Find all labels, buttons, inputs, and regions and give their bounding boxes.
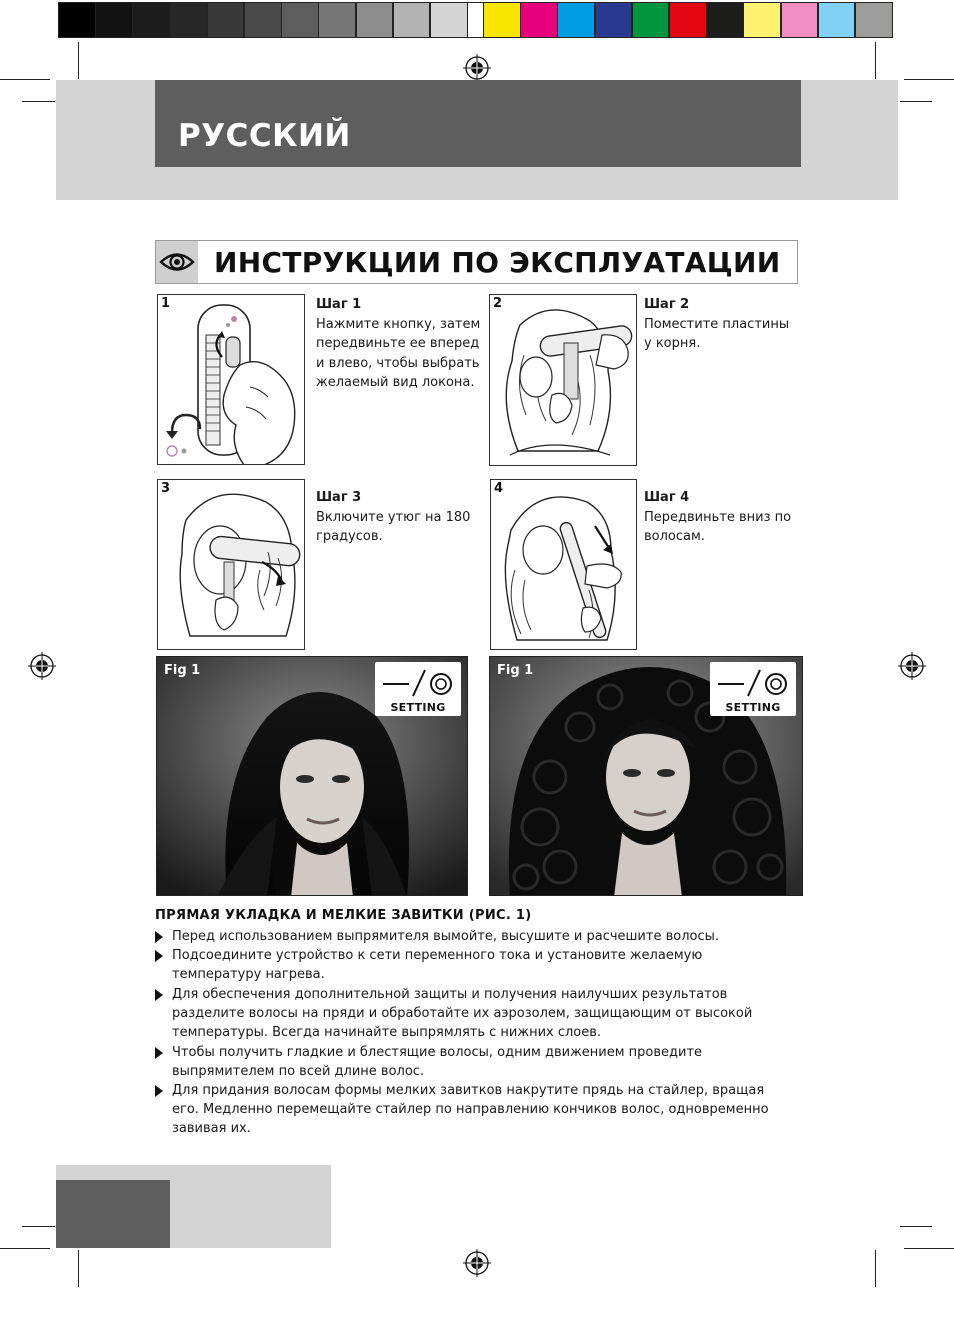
bullet-line: разделите волосы на пряди и обработайте их аэрозолем, защищающим от высокой	[172, 1006, 753, 1022]
color-swatch	[483, 2, 521, 38]
color-swatch	[393, 2, 431, 38]
bullet-item	[155, 1043, 795, 1081]
bullet-arrow-icon	[155, 1047, 163, 1059]
bullet-line: Подсоедините устройство к сети переменного тока и установите желаемую	[172, 948, 703, 963]
step-1-line: желаемый вид локона.	[316, 375, 475, 390]
step-1-number: 1	[161, 296, 171, 311]
color-swatch	[818, 2, 856, 38]
photo-straight-hair	[156, 656, 468, 896]
step-4-line: Передвиньте вниз по	[644, 509, 792, 525]
bullet-arrow-icon	[155, 950, 163, 962]
color-swatch	[58, 2, 96, 38]
color-swatch	[706, 2, 744, 38]
bullet-line: Перед использованием выпрямителя вымойте, высушите и расчешите волосы.	[172, 929, 720, 944]
bullet-item	[155, 1081, 795, 1139]
color-swatch	[743, 2, 781, 38]
step-2-heading: Шаг 2	[644, 297, 690, 312]
body-heading: ПРЯМАЯ УКЛАДКА И МЕЛКИЕ ЗАВИТКИ (РИС. 1)	[155, 908, 532, 923]
color-swatch	[170, 2, 208, 38]
registration-mark-right	[897, 651, 927, 681]
color-swatch	[557, 2, 595, 38]
color-swatch	[669, 2, 707, 38]
color-swatch	[356, 2, 394, 38]
color-swatch	[595, 2, 633, 38]
section-icon-box	[156, 241, 198, 283]
step-3-line: градусов.	[316, 529, 383, 544]
color-swatch	[318, 2, 356, 38]
setting-switch-icon	[710, 662, 796, 702]
step-3-line: Включите утюг на 180	[316, 509, 471, 525]
bullet-arrow-icon	[155, 989, 163, 1001]
step-3-heading: Шаг 3	[316, 490, 362, 505]
step-1-line: и влево, чтобы выбрать	[316, 355, 480, 371]
color-swatch	[632, 2, 670, 38]
step-2-number: 2	[493, 296, 503, 311]
step-4-line: волосам.	[644, 529, 705, 544]
setting-indicator	[375, 662, 461, 716]
photo-curly-hair	[489, 656, 803, 896]
bullet-item	[155, 985, 795, 1043]
section-title: ИНСТРУКЦИИ ПО ЭКСПЛУАТАЦИИ	[214, 246, 781, 279]
step-3-illustration	[157, 479, 305, 650]
bullet-item	[155, 946, 795, 984]
bullet-line: Для обеспечения дополнительной защиты и получения наилучших результатов	[172, 987, 728, 1002]
page-title: РУССКИЙ	[178, 118, 351, 154]
step-2-line: Поместите пластины	[644, 316, 790, 332]
step-3-text	[316, 488, 470, 547]
bullet-arrow-icon	[155, 931, 163, 943]
bullet-line: Для придания волосам формы мелких завитков накрутите прядь на стайлер, вращая	[172, 1083, 765, 1098]
step-4-illustration	[490, 479, 637, 650]
step-4-heading: Шаг 4	[644, 490, 690, 505]
color-swatch	[207, 2, 245, 38]
step-4-number: 4	[494, 481, 504, 496]
color-swatch	[781, 2, 819, 38]
step-4-text	[644, 488, 791, 547]
step-2-illustration	[489, 294, 637, 466]
bullet-line: температуру нагрева.	[172, 967, 325, 983]
color-swatch	[244, 2, 282, 38]
registration-mark-top	[462, 53, 492, 83]
bullet-line: выпрямителем по всей длине волос.	[172, 1064, 425, 1080]
color-swatch	[281, 2, 319, 38]
setting-indicator	[710, 662, 796, 716]
setting-label: SETTING	[390, 701, 446, 714]
step-2-line: у корня.	[644, 336, 701, 351]
bullet-line: его. Медленно перемещайте стайлер по направлению кончиков волос, одновременно	[172, 1102, 769, 1118]
bullet-item	[155, 927, 795, 946]
step-2-text	[644, 295, 789, 354]
step-1-line: передвиньте ее вперед	[316, 336, 480, 351]
color-swatch	[132, 2, 170, 38]
eye-icon	[156, 241, 198, 283]
footer-page-box	[56, 1180, 170, 1248]
step-1-line: Нажмите кнопку, затем	[316, 316, 481, 332]
bullet-line: завивая их.	[172, 1121, 251, 1137]
registration-mark-left	[27, 651, 57, 681]
color-swatch	[855, 2, 893, 38]
bullet-line: температуры. Всегда начинайте выпрямлять с нижних слоев.	[172, 1025, 602, 1041]
step-3-number: 3	[161, 481, 171, 496]
bullet-arrow-icon	[155, 1085, 163, 1097]
setting-label: SETTING	[725, 701, 781, 714]
figure-label: Fig 1	[497, 663, 534, 678]
bullet-line: Чтобы получить гладкие и блестящие волосы, одним движением проведите	[172, 1045, 703, 1060]
figure-label: Fig 1	[164, 663, 201, 678]
step-1-text	[316, 295, 480, 393]
color-swatch	[430, 2, 468, 38]
step-1-illustration	[157, 294, 305, 465]
color-swatch	[520, 2, 558, 38]
registration-mark-bottom	[462, 1248, 492, 1278]
setting-switch-icon	[375, 662, 461, 702]
step-1-heading: Шаг 1	[316, 297, 362, 312]
color-swatch	[95, 2, 133, 38]
